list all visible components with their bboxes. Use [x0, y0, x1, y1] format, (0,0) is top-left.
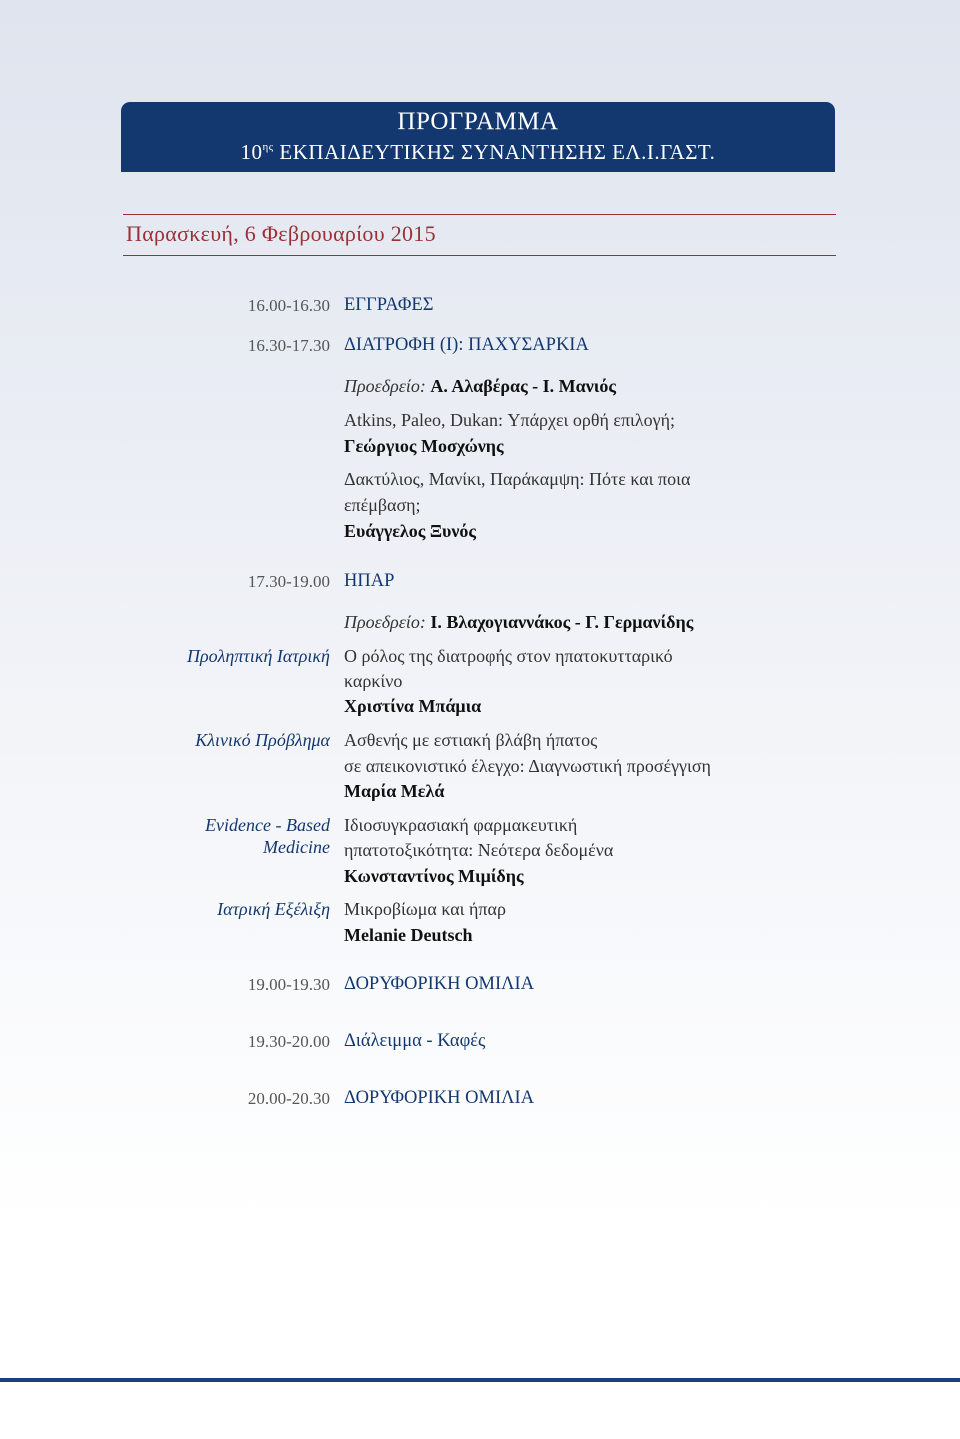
speaker-name: Γεώργιος Μοσχώνης — [344, 436, 504, 456]
bottom-divider — [0, 1378, 960, 1382]
topic-category: Κλινικό Πρόβλημα — [195, 730, 330, 750]
topic-category: Ιατρική Εξέλιξη — [217, 899, 330, 919]
chairs-names: Ι. Βλαχογιαννάκος - Γ. Γερμανίδης — [430, 612, 694, 632]
session-title-satellite-2: ΔΟΡΥΦΟΡΙΚΗ ΟΜΙΛΙΑ — [344, 1088, 535, 1108]
chairs-nutrition — [344, 376, 616, 397]
talk-title: Δακτύλιος, Μανίκι, Παράκαμψη: Πότε και ποια — [344, 469, 691, 489]
topic-category-continued: Medicine — [263, 837, 330, 857]
session-time-satellite-1: 19.00-19.30 — [247, 975, 330, 994]
speaker-name: Χριστίνα Μπάμια — [344, 696, 482, 716]
program-header — [121, 102, 835, 172]
session-time-registration: 16.00-16.30 — [247, 296, 330, 315]
speaker-name: Melanie Deutsch — [344, 925, 473, 945]
chairs-liver — [344, 612, 693, 633]
talk-title-continued: σε απεικονιστικό έλεγχο: Διαγνωστική προσέγγιση — [344, 756, 711, 776]
speaker-name: Κωνσταντίνος Μιμίδης — [344, 866, 524, 886]
topic-category: Προληπτική Ιατρική — [187, 646, 330, 666]
session-title-satellite-1: ΔΟΡΥΦΟΡΙΚΗ ΟΜΙΛΙΑ — [344, 974, 535, 994]
chairs-names: Α. Αλαβέρας - Ι. Μανιός — [430, 376, 616, 396]
talk-title: Ιδιοσυγκρασιακή φαρμακευτική — [344, 815, 578, 835]
meeting-name: ΕΚΠΑΙΔΕΥΤΙΚΗΣ ΣΥΝΑΝΤΗΣΗΣ ΕΛ.Ι.ΓΑΣΤ. — [273, 140, 716, 164]
talk-title-continued: ηπατοτοξικότητα: Νεότερα δεδομένα — [344, 840, 614, 860]
chairs-label: Προεδρείο: — [344, 376, 426, 396]
session-title-liver: ΗΠΑΡ — [344, 571, 395, 591]
session-title-nutrition: ΔΙΑΤΡΟΦΗ (Ι): ΠΑΧΥΣΑΡΚΙΑ — [344, 335, 589, 355]
speaker-name: Ευάγγελος Ξυνός — [344, 521, 477, 541]
meeting-ordinal: ης — [262, 141, 274, 153]
topic-category: Evidence - Based — [205, 815, 330, 835]
day-date: Παρασκευή, 6 Φεβρουαρίου 2015 — [126, 221, 436, 246]
talk-title-continued: καρκίνο — [344, 671, 403, 691]
program-title: ΠΡΟΓΡΑΜΜΑ — [397, 108, 559, 135]
chairs-label: Προεδρείο: — [344, 612, 426, 632]
talk-title: Μικροβίωμα και ήπαρ — [344, 899, 506, 919]
talk-title-continued: επέμβαση; — [344, 495, 421, 515]
session-time-satellite-2: 20.00-20.30 — [247, 1089, 330, 1108]
session-title-break: Διάλειμμα - Καφές — [344, 1031, 486, 1051]
talk-title: Atkins, Paleo, Dukan: Υπάρχει ορθή επιλογή; — [344, 410, 675, 430]
talk-title: Ασθενής με εστιακή βλάβη ήπατος — [344, 730, 598, 750]
talk-title: Ο ρόλος της διατροφής στον ηπατοκυτταρικό — [344, 646, 673, 666]
meeting-number: 10 — [240, 140, 263, 164]
day-banner — [123, 214, 836, 256]
session-time-nutrition: 16.30-17.30 — [247, 336, 330, 355]
session-time-break: 19.30-20.00 — [247, 1032, 330, 1051]
session-time-liver: 17.30-19.00 — [247, 572, 330, 591]
speaker-name: Μαρία Μελά — [344, 781, 445, 801]
session-title-registration: ΕΓΓΡΑΦΕΣ — [344, 295, 434, 315]
program-subtitle — [121, 140, 835, 165]
